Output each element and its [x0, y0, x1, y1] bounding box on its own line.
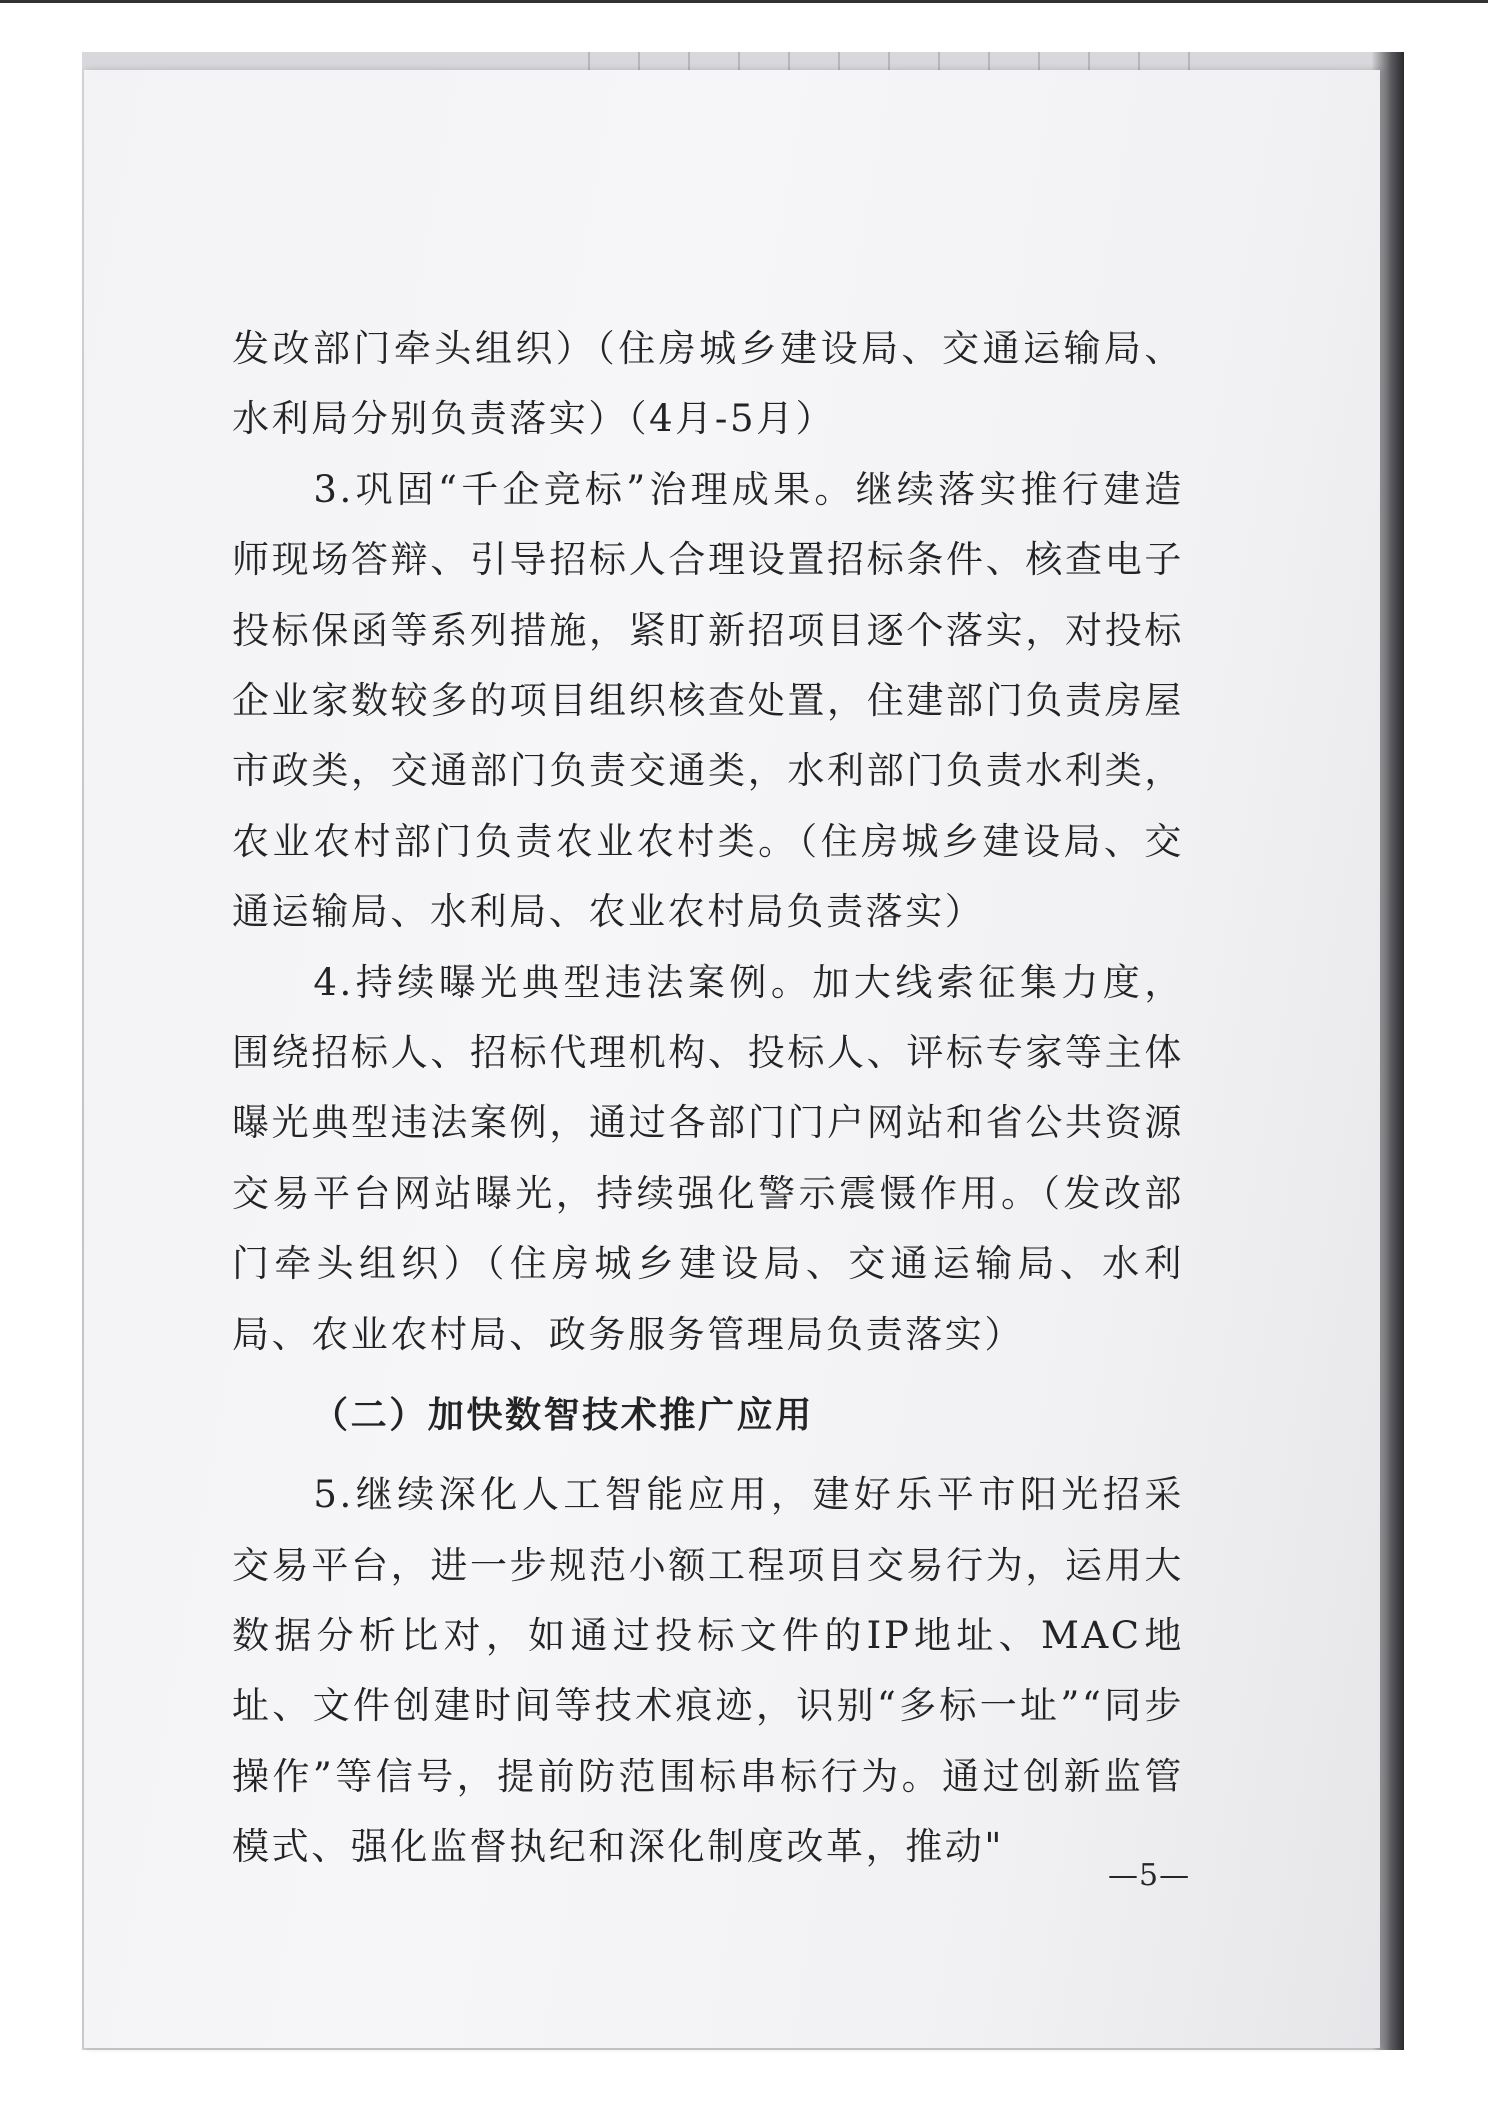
paragraph-item-5: 5.继续深化人工智能应用，建好乐平市阳光招采交易平台，进一步规范小额工程项目交易行为，运用大数据分析比对，如通过投标文件的IP地址、MAC地址、文件创建时间等技术痕迹，识别“多标一址”“同步操作”等信号，提前防范围标串标行为。通过创新监管模式、强化监督执纪和深化制度改革，推动" [232, 1473, 1184, 1869]
paragraph-item-4: 4.持续曝光典型违法案例。加大线索征集力度，围绕招标人、招标代理机构、投标人、评标专家等主体曝光典型违法案例，通过各部门门户网站和省公共资源交易平台网站曝光，持续强化警示震慑作用。（发改部门牵头组织）（住房城乡建设局、交通运输局、水利局、农业农村局、政务服务管理局负责落实） [232, 960, 1184, 1356]
page-number: —5— [1108, 1858, 1191, 1893]
section-heading: （二）加快数智技术推广应用 [312, 1394, 814, 1437]
paragraph-item-3: 3.巩固“千企竞标”治理成果。继续落实推行建造师现场答辩、引导招标人合理设置招标条件、核查电子投标保函等系列措施，紧盯新招项目逐个落实，对投标企业家数较多的项目组织核查处置，住建部门负责房屋市政类，交通部门负责交通类，水利部门负责水利类，农业农村部门负责农业农村类。（住房城乡建设局、交通运输局、水利局、农业农村局负责落实） [232, 467, 1184, 934]
document-body [232, 314, 1184, 1883]
top-border [0, 0, 1488, 3]
paragraph-continuation: 发改部门牵头组织）（住房城乡建设局、交通运输局、水利局分别负责落实）（4月-5月） [232, 327, 1184, 441]
